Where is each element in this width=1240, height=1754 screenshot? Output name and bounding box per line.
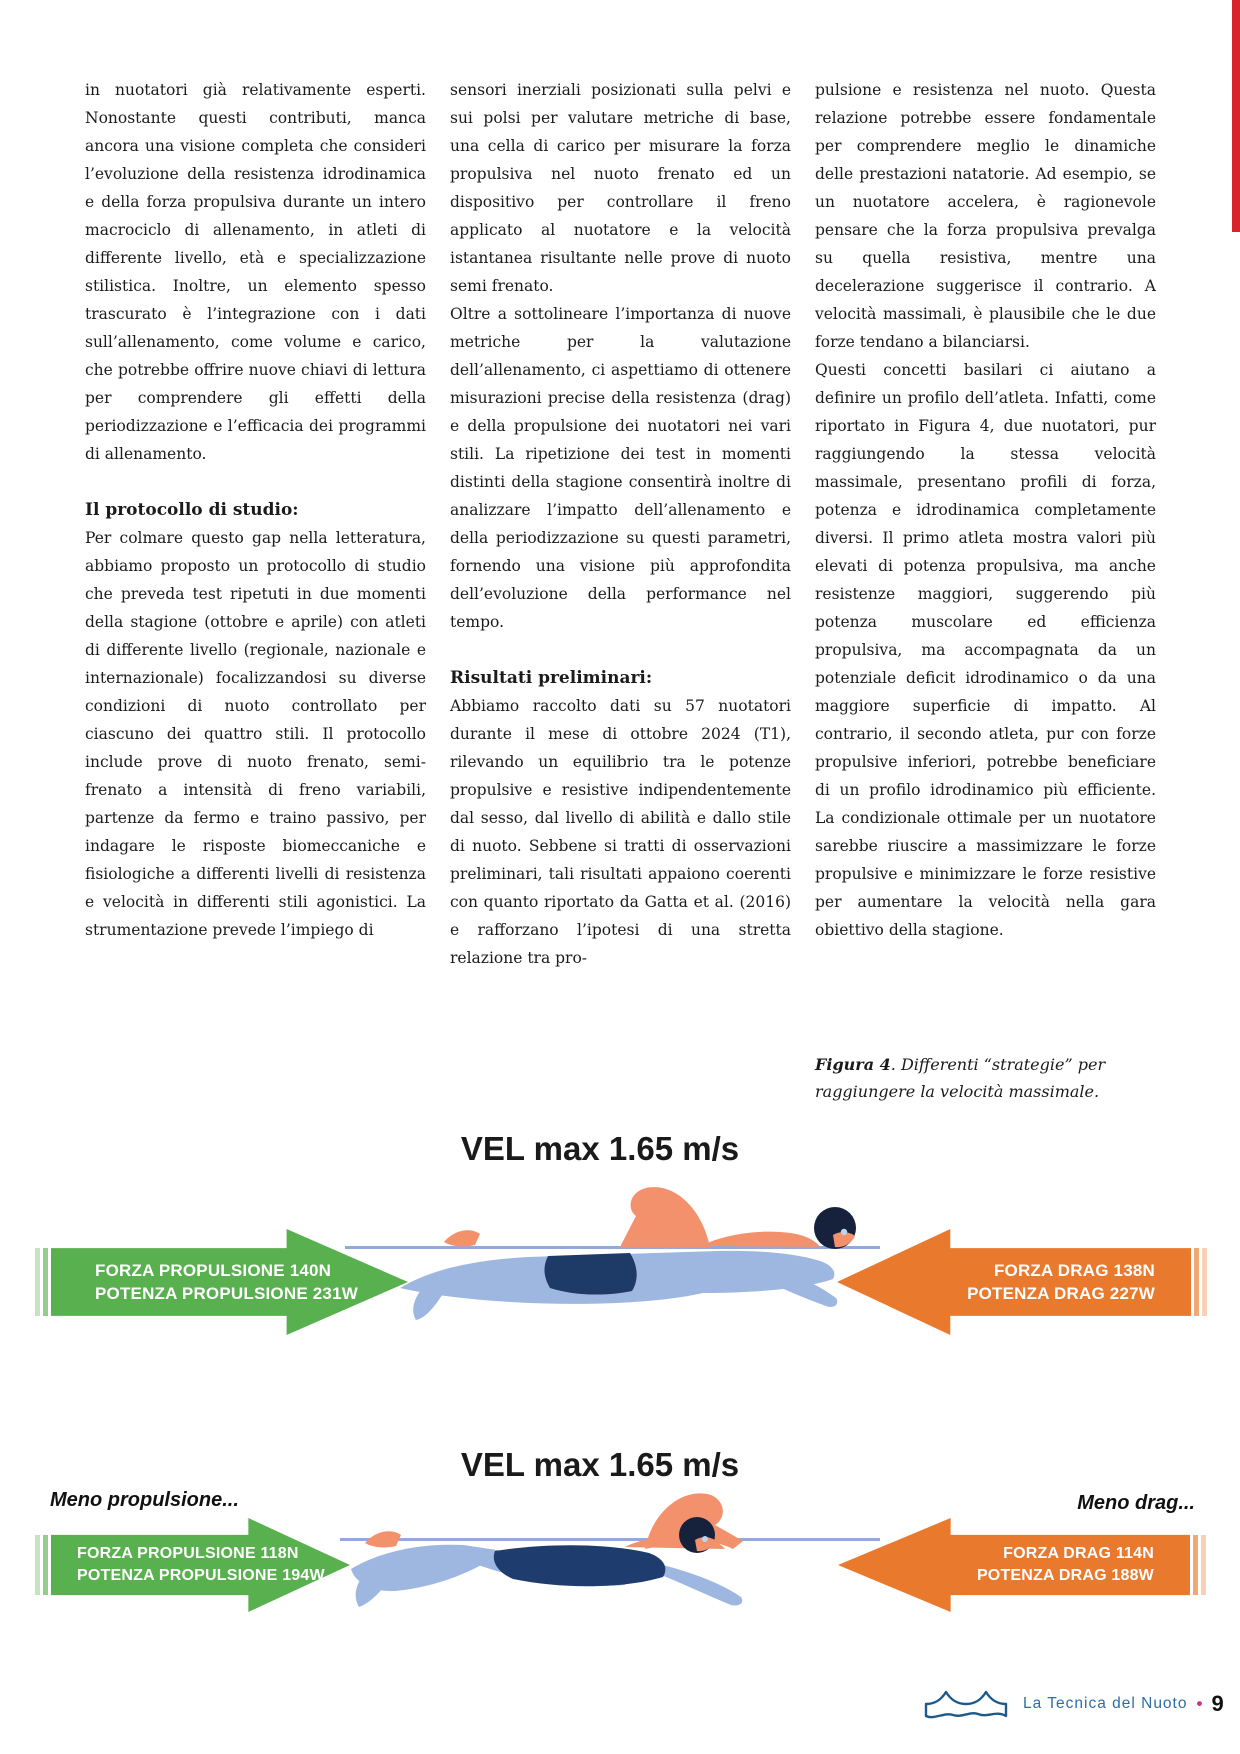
- speed-stripe: [1193, 1535, 1198, 1595]
- paragraph: pulsione e resistenza nel nuoto. Questa relazione potrebbe essere fondamentale per comprendere meglio le dinamiche delle prestazioni natatorie. Ad esempio, se un nuotatore accelera, è ragionevole pensare che la forza propulsiva prevalga su quella resistiva, mentre una decelerazione suggerisce il contrario. A velocità massimali, è plausibile che le due forze tendano a bilanciarsi.: [815, 81, 1156, 351]
- drag-label: [977, 1543, 1154, 1587]
- paragraph: Questi concetti basilari ci aiutano a definire un profilo dell’atleta. Infatti, come riportato in Figura 4, due nuotatori, pur raggiungendo la stessa velocità massimale, presentano profili di forza, potenza e idrodinamica completamente diversi. Il primo atleta mostra valori più elevati di potenza propulsiva, ma anche resistenze maggiori, suggerendo più potenza muscolare ed efficienza propulsiva, ma accompagnata da un potenziale deficit idrodinamico o da una maggiore superficie di impatto. Al contrario, il secondo atleta, pur con forze propulsive inferiori, potrebbe beneficiare di un profilo idrodinamico più efficiente. La condizionale ottimale per un nuotatore sarebbe riuscire a massimizzare le forze propulsive e minimizzare le forze resistive per aumentare la velocità nella gara obiettivo della stagione.: [815, 361, 1156, 939]
- drag-power-value: POTENZA DRAG 188W: [976, 1567, 1154, 1584]
- brand-name: La Tecnica del Nuoto: [1023, 1695, 1188, 1712]
- note-less-propulsion: Meno propulsione...: [50, 1489, 239, 1511]
- figure1-title: VEL max 1.65 m/s: [460, 1130, 740, 1167]
- red-accent-bar: [1232, 0, 1240, 232]
- propulsion-force-value: FORZA PROPULSIONE 118N: [77, 1545, 299, 1562]
- footer: [922, 1688, 1224, 1720]
- section-heading-protocollo: Il protocollo di studio:: [85, 500, 299, 520]
- caption-label: Figura 4: [815, 1055, 891, 1074]
- drag-force-value: FORZA DRAG 114N: [1003, 1545, 1154, 1562]
- drag-power-value: POTENZA DRAG 227W: [967, 1284, 1155, 1303]
- wave-logo-icon: [922, 1688, 1014, 1720]
- speed-stripe: [43, 1248, 48, 1316]
- drag-label: [967, 1259, 1155, 1305]
- article-column-2: [450, 76, 791, 972]
- propulsion-label: [95, 1259, 358, 1305]
- speed-stripe: [35, 1535, 40, 1595]
- propulsion-power-value: POTENZA PROPULSIONE 231W: [95, 1284, 358, 1303]
- paragraph-gap: [450, 636, 791, 664]
- speed-stripe: [43, 1535, 48, 1595]
- drag-arrow-fig2: [838, 1518, 1206, 1612]
- paragraph: Oltre a sottolineare l’importanza di nuove metriche per la valutazione dell’allenamento, ci aspettiamo di ottenere misurazioni precise della resistenza (drag) e della propulsione dei nuotatori nei vari stili. La ripetizione dei test in momenti distinti della stagione consentirà inoltre di analizzare l’impatto dell’allenamento e della periodizzazione su questi parametri, fornendo una visione più approfondita dell’evoluzione della performance nel tempo.: [450, 305, 791, 631]
- propulsion-label: [77, 1543, 325, 1587]
- speed-stripe: [1201, 1535, 1206, 1595]
- figure-caption: [815, 1051, 1150, 1105]
- paragraph: Abbiamo raccolto dati su 57 nuotatori durante il mese di ottobre 2024 (T1), rilevando un equilibrio tra le potenze propulsive e resistive indipendentemente dal sesso, dal livello di abilità e dallo stile di nuoto. Sebbene si tratti di osservazioni preliminari, tali risultati appaiono coerenti con quanto riportato da Gatta et al. (2016) e rafforzano l’ipotesi di una stretta relazione tra pro-: [450, 697, 791, 967]
- caption-text: . Differenti “strategie” per raggiungere la velocità massimale.: [815, 1055, 1106, 1101]
- figure2-title: VEL max 1.65 m/s: [460, 1446, 740, 1483]
- paragraph: sensori inerziali posizionati sulla pelvi e sui polsi per valutare metriche di base, una cella di carico per misurare la forza propulsiva nel nuoto frenato ed un dispositivo per controllare il freno applicato al nuotatore e la velocità istantanea risultante nelle prove di nuoto semi frenato.: [450, 81, 791, 295]
- speed-stripe: [1202, 1248, 1207, 1316]
- article-column-1: [85, 76, 426, 944]
- swimmer-female-illustration: [345, 1473, 805, 1658]
- swimmer-male-illustration: [388, 1168, 888, 1348]
- propulsion-force-value: FORZA PROPULSIONE 140N: [95, 1261, 332, 1280]
- footer-separator-dot: •: [1196, 1694, 1203, 1713]
- page-number: 9: [1211, 1691, 1224, 1716]
- article-column-3: [815, 76, 1156, 944]
- propulsion-arrow-fig1: [35, 1229, 408, 1335]
- drag-arrow-fig1: [837, 1229, 1207, 1335]
- section-heading-risultati: Risultati preliminari:: [450, 668, 653, 688]
- drag-force-value: FORZA DRAG 138N: [993, 1261, 1155, 1280]
- propulsion-power-value: POTENZA PROPULSIONE 194W: [77, 1567, 325, 1584]
- speed-stripe: [1194, 1248, 1199, 1316]
- speed-stripe: [35, 1248, 40, 1316]
- paragraph: in nuotatori già relativamente esperti. Nonostante questi contributi, manca ancora una visione completa che consideri l’evoluzione della resistenza idrodinamica e della forza propulsiva durante un intero macrociclo di allenamento, in atleti di differente livello, età e specializzazione stilistica. Inoltre, un elemento spesso trascurato è l’integrazione con i dati sull’allenamento, come volume e carico, che potrebbe offrire nuove chiavi di lettura per comprendere gli effetti della periodizzazione e l’efficacia dei programmi di allenamento.: [85, 81, 426, 463]
- paragraph: Per colmare questo gap nella letteratura, abbiamo proposto un protocollo di studio che preveda test ripetuti in due momenti della stagione (ottobre e aprile) con atleti di differente livello (regionale, nazionale e internazionale) focalizzandosi su diverse condizioni di nuoto controllato per ciascuno dei quattro stili. Il protocollo include prove di nuoto frenato, semi-frenato a intensità di freno variabili, partenze da fermo e traino passivo, per indagare le risposte biomeccaniche e fisiologiche a differenti livelli di resistenza e velocità in differenti stili agonistici. La strumentazione prevede l’impiego di: [85, 529, 426, 939]
- note-less-drag: Meno drag...: [1077, 1492, 1195, 1514]
- paragraph-gap: [85, 468, 426, 496]
- propulsion-arrow-fig2: [35, 1518, 350, 1612]
